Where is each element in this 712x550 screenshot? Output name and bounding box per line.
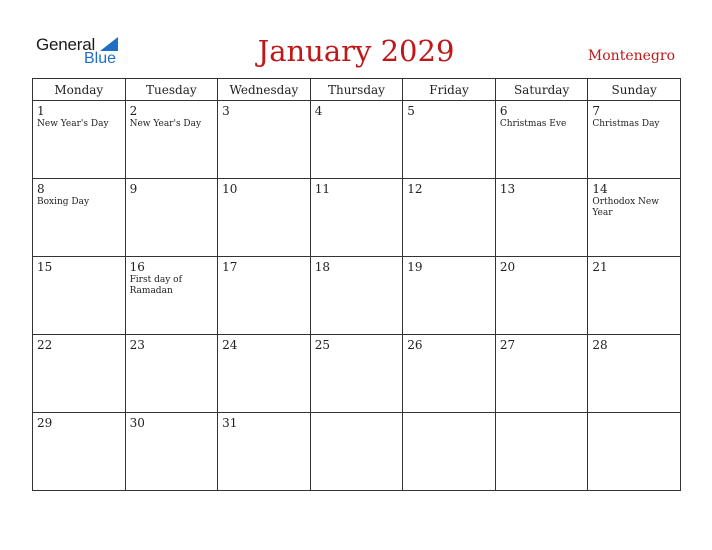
day-cell	[403, 179, 496, 257]
weekday-header-saturday: Saturday	[495, 79, 588, 101]
day-cell	[33, 101, 126, 179]
weekday-header-sunday: Sunday	[588, 79, 681, 101]
calendar-body	[33, 101, 681, 491]
day-number: 10	[222, 182, 238, 196]
day-number: 23	[129, 338, 145, 352]
day-cell	[310, 413, 403, 491]
day-cell	[403, 101, 496, 179]
day-cell	[218, 179, 311, 257]
day-number: 13	[499, 182, 516, 196]
day-number: 27	[499, 338, 516, 352]
day-number: 2	[129, 104, 138, 118]
weekday-header-thursday: Thursday	[310, 79, 403, 101]
day-cell	[588, 179, 681, 257]
day-cell	[310, 257, 403, 335]
holiday-label: Christmas Day	[592, 119, 660, 129]
day-number: 21	[592, 260, 608, 274]
day-cell	[495, 257, 588, 335]
day-cell	[125, 101, 218, 179]
week-row	[33, 179, 681, 257]
logo-general-text: General	[36, 35, 96, 54]
day-cell	[218, 257, 311, 335]
day-cell	[125, 413, 218, 491]
day-number: 3	[222, 104, 230, 118]
holiday-label: New Year's Day	[129, 119, 202, 129]
day-cell	[588, 335, 681, 413]
day-number: 30	[129, 416, 145, 430]
day-number: 20	[499, 260, 516, 274]
day-cell	[218, 413, 311, 491]
day-cell	[33, 179, 126, 257]
day-cell	[495, 413, 588, 491]
calendar-title: January 2029	[257, 34, 455, 68]
day-number: 28	[592, 338, 608, 352]
day-number: 24	[222, 338, 238, 352]
weekday-header-row	[33, 79, 681, 101]
day-cell	[310, 335, 403, 413]
weekday-header-tuesday: Tuesday	[125, 79, 218, 101]
day-cell	[588, 257, 681, 335]
day-number: 25	[314, 338, 330, 352]
day-number: 26	[407, 338, 423, 352]
day-cell	[495, 101, 588, 179]
weekday-header-friday: Friday	[403, 79, 496, 101]
day-number: 9	[129, 182, 138, 196]
holiday-label: Orthodox New Year	[592, 197, 659, 218]
day-number: 5	[407, 104, 415, 118]
day-number: 22	[37, 338, 53, 352]
week-row	[33, 101, 681, 179]
week-row	[33, 257, 681, 335]
day-cell	[125, 257, 218, 335]
day-number: 16	[129, 260, 145, 274]
day-cell	[33, 257, 126, 335]
day-number: 18	[314, 260, 330, 274]
day-number: 12	[407, 182, 423, 196]
day-cell	[588, 413, 681, 491]
day-cell	[33, 335, 126, 413]
day-cell	[218, 101, 311, 179]
day-cell	[495, 335, 588, 413]
day-number: 6	[499, 104, 508, 118]
day-number: 11	[314, 182, 330, 196]
day-number: 29	[37, 416, 53, 430]
day-cell	[403, 335, 496, 413]
day-number: 31	[222, 416, 238, 430]
day-number: 4	[314, 104, 323, 118]
week-row	[33, 413, 681, 491]
day-number: 19	[407, 260, 423, 274]
day-number: 1	[37, 104, 45, 118]
day-cell	[125, 335, 218, 413]
day-cell	[588, 101, 681, 179]
day-number: 14	[592, 182, 608, 196]
day-cell	[403, 413, 496, 491]
day-cell	[310, 101, 403, 179]
holiday-label: First day of Ramadan	[129, 275, 182, 296]
holiday-label: Boxing Day	[37, 197, 90, 207]
weekday-header-monday: Monday	[33, 79, 126, 101]
day-number: 8	[37, 182, 45, 196]
day-number: 15	[37, 260, 53, 274]
day-cell	[125, 179, 218, 257]
day-cell	[33, 413, 126, 491]
calendar-grid	[32, 78, 681, 491]
logo-blue-text: Blue	[84, 50, 117, 67]
week-row	[33, 335, 681, 413]
day-cell	[218, 335, 311, 413]
day-number: 17	[222, 260, 238, 274]
weekday-header-wednesday: Wednesday	[218, 79, 311, 101]
day-cell	[310, 179, 403, 257]
holiday-label: New Year's Day	[37, 119, 109, 129]
day-cell	[495, 179, 588, 257]
country-name: Montenegro	[587, 48, 675, 64]
day-cell	[403, 257, 496, 335]
holiday-label: Christmas Eve	[499, 119, 567, 129]
day-number: 7	[592, 104, 601, 118]
